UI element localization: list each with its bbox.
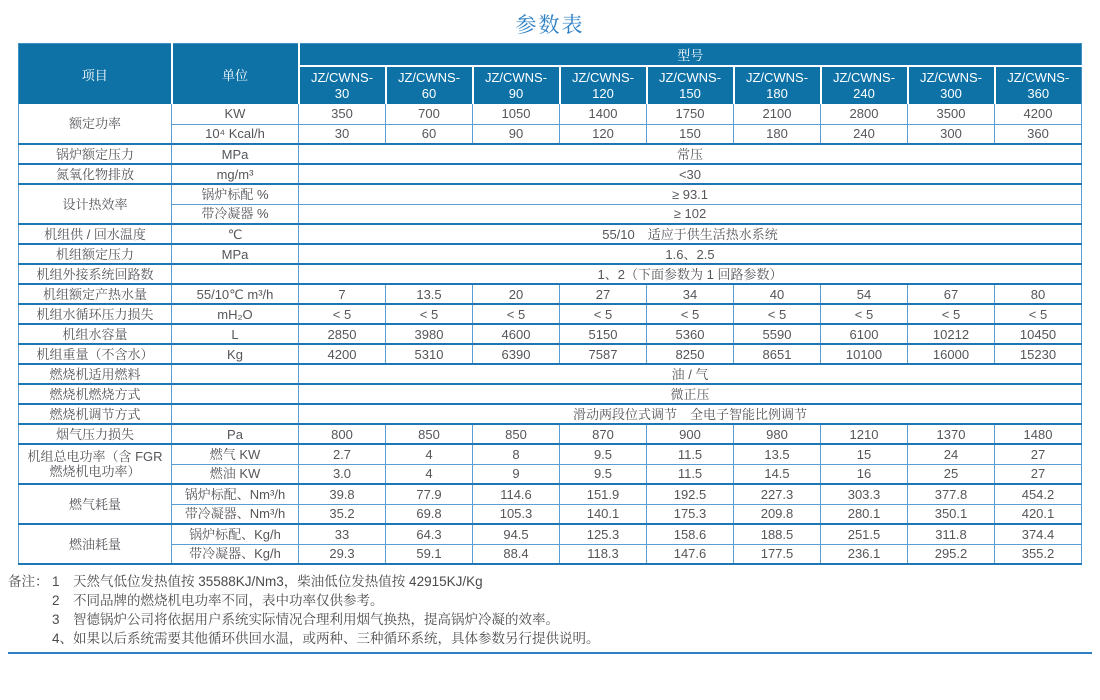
value-cell: 303.3	[821, 484, 908, 504]
value-cell: 11.5	[647, 444, 734, 464]
value-cell: 227.3	[734, 484, 821, 504]
value-cell: 870	[560, 424, 647, 444]
value-cell: 6100	[821, 324, 908, 344]
value-cell: 2.7	[299, 444, 386, 464]
value-cell: 192.5	[647, 484, 734, 504]
value-cell: 59.1	[386, 544, 473, 564]
value-cell: 2800	[821, 104, 908, 124]
value-cell: 54	[821, 284, 908, 304]
header-unit: 单位	[172, 44, 299, 105]
span-value-cell: ≥ 102	[299, 204, 1082, 224]
row-unit-cell: Pa	[172, 424, 299, 444]
value-cell: 4200	[995, 104, 1082, 124]
value-cell: 88.4	[473, 544, 560, 564]
span-value-cell: 1、2（下面参数为 1 回路参数）	[299, 264, 1082, 284]
value-cell: 4	[386, 444, 473, 464]
row-item-cell: 燃气耗量	[19, 484, 172, 524]
value-cell: 67	[908, 284, 995, 304]
row-unit-cell: 55/10℃ m³/h	[172, 284, 299, 304]
row-item-cell: 氮氧化物排放	[19, 164, 172, 184]
model-header-cell	[647, 66, 734, 104]
value-cell: 30	[299, 124, 386, 144]
value-cell: 1400	[560, 104, 647, 124]
value-cell: 850	[473, 424, 560, 444]
span-value-cell: 55/10 适应于供生活热水系统	[299, 224, 1082, 244]
value-cell: 34	[647, 284, 734, 304]
value-cell: 158.6	[647, 524, 734, 544]
value-cell: 4200	[299, 344, 386, 364]
span-value-cell: 常压	[299, 144, 1082, 164]
table-body	[19, 104, 1082, 564]
value-cell: 5360	[647, 324, 734, 344]
value-cell: 7587	[560, 344, 647, 364]
value-cell: < 5	[734, 304, 821, 324]
value-cell: 35.2	[299, 504, 386, 524]
row-unit-cell: 10⁴ Kcal/h	[172, 124, 299, 144]
value-cell: 25	[908, 464, 995, 484]
value-cell: 27	[995, 464, 1082, 484]
note-line: 2 不同品牌的燃烧机电功率不同，表中功率仅供参考。	[52, 593, 384, 608]
value-cell: 800	[299, 424, 386, 444]
value-cell: 1050	[473, 104, 560, 124]
value-cell: 33	[299, 524, 386, 544]
row-unit-cell: MPa	[172, 244, 299, 264]
span-value-cell: 微正压	[299, 384, 1082, 404]
value-cell: 105.3	[473, 504, 560, 524]
value-cell: 1210	[821, 424, 908, 444]
model-prefix: JZ/CWNS-	[745, 69, 809, 85]
model-header-cell	[386, 66, 473, 104]
value-cell: 27	[995, 444, 1082, 464]
model-number: 120	[592, 85, 614, 101]
value-cell: 10100	[821, 344, 908, 364]
value-cell: 8	[473, 444, 560, 464]
value-cell: 300	[908, 124, 995, 144]
row-item-cell: 机组水容量	[19, 324, 172, 344]
value-cell: 10450	[995, 324, 1082, 344]
model-number: 90	[508, 85, 524, 101]
page-title: 参数表	[515, 14, 585, 37]
value-cell: 236.1	[821, 544, 908, 564]
row-item-cell: 烟气压力损失	[19, 424, 172, 444]
value-cell: 150	[647, 124, 734, 144]
value-cell: 140.1	[560, 504, 647, 524]
model-prefix: JZ/CWNS-	[397, 69, 461, 85]
value-cell: < 5	[473, 304, 560, 324]
note-line: 1 天然气低位发热值按 35588KJ/Nm3，柴油低位发热值按 42915KJ/Kg	[52, 574, 483, 589]
model-number: 300	[940, 85, 962, 101]
row-unit-cell: mg/m³	[172, 164, 299, 184]
model-header-cell	[473, 66, 560, 104]
notes-label: 备注：	[8, 574, 49, 589]
row-unit-cell: 锅炉标配 %	[172, 184, 299, 204]
value-cell: 4	[386, 464, 473, 484]
value-cell: 9.5	[560, 464, 647, 484]
row-item-cell: 额定功率	[19, 104, 172, 144]
span-value-cell: 油 / 气	[299, 364, 1082, 384]
value-cell: < 5	[299, 304, 386, 324]
model-header-cell	[734, 66, 821, 104]
row-unit-cell	[172, 264, 299, 284]
header-item: 项目	[19, 44, 172, 105]
note-line: 3 智德锅炉公司将依据用户系统实际情况合理利用烟气换热，提高锅炉冷凝的效率。	[52, 612, 560, 627]
span-value-cell: 1.6、2.5	[299, 244, 1082, 264]
value-cell: 3.0	[299, 464, 386, 484]
value-cell: 8651	[734, 344, 821, 364]
value-cell: 350	[299, 104, 386, 124]
value-cell: 118.3	[560, 544, 647, 564]
value-cell: < 5	[560, 304, 647, 324]
value-cell: 6390	[473, 344, 560, 364]
value-cell: 13.5	[386, 284, 473, 304]
row-unit-cell	[172, 384, 299, 404]
value-cell: 1480	[995, 424, 1082, 444]
value-cell: 16	[821, 464, 908, 484]
model-prefix: JZ/CWNS-	[310, 69, 374, 85]
row-item-cell: 设计热效率	[19, 184, 172, 224]
row-unit-cell: ℃	[172, 224, 299, 244]
value-cell: 2100	[734, 104, 821, 124]
value-cell: 8250	[647, 344, 734, 364]
value-cell: 350.1	[908, 504, 995, 524]
value-cell: 177.5	[734, 544, 821, 564]
value-cell: < 5	[995, 304, 1082, 324]
row-unit-cell	[172, 404, 299, 424]
value-cell: 900	[647, 424, 734, 444]
value-cell: 9.5	[560, 444, 647, 464]
value-cell: 280.1	[821, 504, 908, 524]
row-unit-cell: 锅炉标配、Nm³/h	[172, 484, 299, 504]
value-cell: 14.5	[734, 464, 821, 484]
value-cell: 240	[821, 124, 908, 144]
value-cell: 69.8	[386, 504, 473, 524]
value-cell: 377.8	[908, 484, 995, 504]
row-item-cell: 燃烧机燃烧方式	[19, 384, 172, 404]
value-cell: 2850	[299, 324, 386, 344]
model-number: 150	[679, 85, 701, 101]
value-cell: 10212	[908, 324, 995, 344]
row-unit-cell: KW	[172, 104, 299, 124]
value-cell: 125.3	[560, 524, 647, 544]
value-cell: 360	[995, 124, 1082, 144]
row-unit-cell: 燃气 KW	[172, 444, 299, 464]
row-item-cell: 燃烧机调节方式	[19, 404, 172, 424]
value-cell: 64.3	[386, 524, 473, 544]
parameters-table	[18, 43, 1082, 565]
value-cell: 355.2	[995, 544, 1082, 564]
row-unit-cell: 带冷凝器、Nm³/h	[172, 504, 299, 524]
value-cell: 24	[908, 444, 995, 464]
span-value-cell: <30	[299, 164, 1082, 184]
value-cell: 295.2	[908, 544, 995, 564]
value-cell: 114.6	[473, 484, 560, 504]
row-unit-cell: 燃油 KW	[172, 464, 299, 484]
model-header-cell	[821, 66, 908, 104]
value-cell: 29.3	[299, 544, 386, 564]
row-unit-cell	[172, 364, 299, 384]
value-cell: 5310	[386, 344, 473, 364]
row-item-cell: 机组额定压力	[19, 244, 172, 264]
row-item-cell: 机组外接系统回路数	[19, 264, 172, 284]
model-number: 360	[1027, 85, 1050, 101]
row-unit-cell: 带冷凝器 %	[172, 204, 299, 224]
value-cell: 3980	[386, 324, 473, 344]
value-cell: 1370	[908, 424, 995, 444]
value-cell: 15230	[995, 344, 1082, 364]
value-cell: 175.3	[647, 504, 734, 524]
value-cell: 209.8	[734, 504, 821, 524]
value-cell: 4600	[473, 324, 560, 344]
model-prefix: JZ/CWNS-	[484, 69, 548, 85]
span-value-cell: ≥ 93.1	[299, 184, 1082, 204]
row-unit-cell: 带冷凝器、Kg/h	[172, 544, 299, 564]
model-prefix: JZ/CWNS-	[1007, 69, 1070, 85]
value-cell: 188.5	[734, 524, 821, 544]
row-unit-cell: Kg	[172, 344, 299, 364]
value-cell: 120	[560, 124, 647, 144]
row-item-cell: 燃烧机适用燃料	[19, 364, 172, 384]
value-cell: 40	[734, 284, 821, 304]
value-cell: 1750	[647, 104, 734, 124]
value-cell: 11.5	[647, 464, 734, 484]
value-cell: < 5	[821, 304, 908, 324]
value-cell: 80	[995, 284, 1082, 304]
model-number: 180	[766, 85, 788, 101]
value-cell: 27	[560, 284, 647, 304]
value-cell: 13.5	[734, 444, 821, 464]
model-prefix: JZ/CWNS-	[571, 69, 635, 85]
value-cell: 420.1	[995, 504, 1082, 524]
value-cell: 454.2	[995, 484, 1082, 504]
value-cell: 251.5	[821, 524, 908, 544]
value-cell: 60	[386, 124, 473, 144]
value-cell: 20	[473, 284, 560, 304]
row-item-cell: 机组额定产热水量	[19, 284, 172, 304]
bottom-divider	[8, 652, 1092, 654]
model-prefix: JZ/CWNS-	[832, 69, 896, 85]
row-unit-cell: MPa	[172, 144, 299, 164]
value-cell: 7	[299, 284, 386, 304]
value-cell: 3500	[908, 104, 995, 124]
table-header	[19, 44, 1082, 105]
model-header-cell	[995, 66, 1082, 104]
row-item-cell: 锅炉额定压力	[19, 144, 172, 164]
span-value-cell: 滑动两段位式调节 全电子智能比例调节	[299, 404, 1082, 424]
value-cell: 147.6	[647, 544, 734, 564]
row-item-cell: 机组总电功率（含 FGR 燃烧机电功率）	[19, 444, 172, 484]
value-cell: 980	[734, 424, 821, 444]
value-cell: 16000	[908, 344, 995, 364]
model-number: 240	[853, 85, 875, 101]
model-number: 60	[421, 85, 437, 101]
row-unit-cell: mH₂O	[172, 304, 299, 324]
row-unit-cell: L	[172, 324, 299, 344]
row-unit-cell: 锅炉标配、Kg/h	[172, 524, 299, 544]
value-cell: 180	[734, 124, 821, 144]
notes	[8, 572, 1092, 648]
value-cell: 15	[821, 444, 908, 464]
header-model-group: 型号	[299, 44, 1082, 67]
row-item-cell: 机组供 / 回水温度	[19, 224, 172, 244]
value-cell: < 5	[647, 304, 734, 324]
row-item-cell: 机组重量（不含水）	[19, 344, 172, 364]
value-cell: < 5	[386, 304, 473, 324]
value-cell: 850	[386, 424, 473, 444]
value-cell: 9	[473, 464, 560, 484]
value-cell: 77.9	[386, 484, 473, 504]
row-item-cell: 燃油耗量	[19, 524, 172, 564]
model-header-cell	[908, 66, 995, 104]
row-item-cell: 机组水循环压力损失	[19, 304, 172, 324]
model-prefix: JZ/CWNS-	[919, 69, 983, 85]
value-cell: 151.9	[560, 484, 647, 504]
notes-lines	[52, 572, 1092, 648]
value-cell: 374.4	[995, 524, 1082, 544]
value-cell: 311.8	[908, 524, 995, 544]
value-cell: 5590	[734, 324, 821, 344]
value-cell: 700	[386, 104, 473, 124]
model-number: 30	[334, 85, 350, 101]
value-cell: < 5	[908, 304, 995, 324]
value-cell: 94.5	[473, 524, 560, 544]
note-line: 4、如果以后系统需要其他循环供回水温，或两种、三种循环系统，具体参数另行提供说明。	[52, 631, 600, 646]
model-header-cell	[560, 66, 647, 104]
value-cell: 39.8	[299, 484, 386, 504]
value-cell: 90	[473, 124, 560, 144]
value-cell: 5150	[560, 324, 647, 344]
model-header-cell	[299, 66, 386, 104]
model-prefix: JZ/CWNS-	[658, 69, 722, 85]
